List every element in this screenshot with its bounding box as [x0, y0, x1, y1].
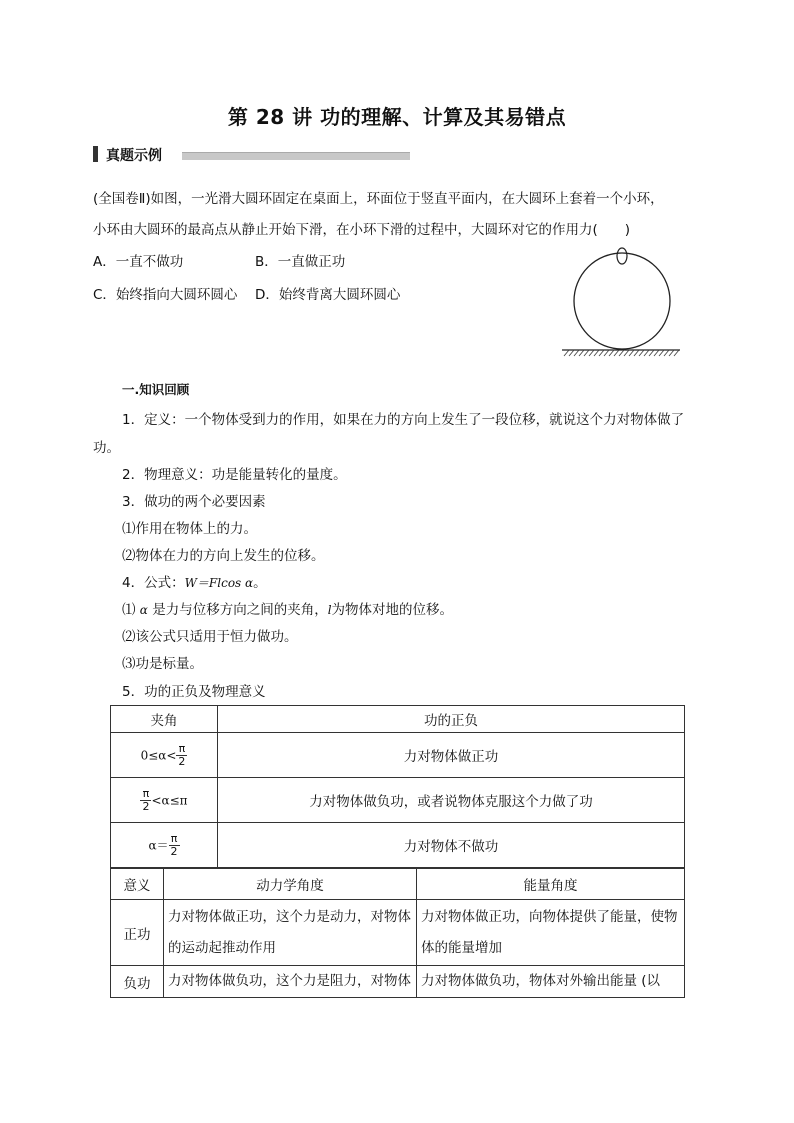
positive-energy: 力对物体做正功，向物体提供了能量，使物体的能量增加	[417, 900, 685, 966]
sign-cell-3: 力对物体不做功	[218, 823, 685, 868]
fraction-num: π	[169, 833, 180, 846]
table-row	[111, 900, 685, 966]
fraction-num: π	[140, 788, 151, 801]
header-angle: 夹角	[111, 706, 218, 733]
fraction-den: 2	[170, 844, 178, 858]
fraction-den: 2	[142, 799, 150, 813]
work-formula: W＝Flcos α	[184, 576, 254, 590]
definition-line-1: 1．定义：一个物体受到力的作用，如果在力的方向上发生了一段位移，就说这个力对物体做了	[122, 412, 685, 428]
fraction	[169, 833, 180, 858]
angle-cell-2	[111, 778, 218, 823]
angle-cell-3	[111, 823, 218, 868]
large-ring	[574, 253, 670, 349]
note-1-index: ⑴	[122, 602, 140, 618]
negative-label: 负功	[111, 966, 164, 998]
table-row	[111, 733, 685, 778]
section-rule	[182, 152, 410, 160]
table-row	[111, 823, 685, 868]
option-d: D．始终背离大圆环圆心	[255, 287, 401, 303]
angle-expr-3: α＝	[148, 838, 169, 852]
formula-prefix: 4．公式：	[122, 575, 185, 591]
angle-cell-1	[111, 733, 218, 778]
note-1-text-a: 是力与位移方向之间的夹角，	[147, 602, 328, 618]
section-marker	[93, 146, 98, 162]
factors-heading: 3．做功的两个必要因素	[122, 494, 266, 510]
fraction-den: 2	[178, 754, 186, 768]
positive-dynamics: 力对物体做正功，这个力是动力，对物体的运动起推动作用	[164, 900, 417, 966]
table-row	[111, 869, 685, 900]
l-symbol: l	[327, 603, 332, 617]
positive-label: 正功	[111, 900, 164, 966]
note-1	[122, 598, 453, 618]
factor-1: ⑴作用在物体上的力。	[122, 521, 257, 537]
section-label: 真题示例	[106, 148, 162, 164]
header-energy: 能量角度	[417, 869, 685, 900]
formula-line	[122, 571, 267, 591]
question-line-2: 小环由大圆环的最高点从静止开始下滑，在小环下滑的过程中，大圆环对它的作用力( )	[93, 222, 631, 238]
note-2: ⑵该公式只适用于恒力做功。	[122, 629, 298, 645]
angle-expr-1: 0≤α<	[140, 748, 177, 762]
negative-dynamics: 力对物体做负功，这个力是阻力，对物体	[164, 966, 417, 998]
table-row	[111, 966, 685, 998]
note-1-text-b: 为物体对地的位移。	[331, 602, 454, 618]
physical-meaning: 2．物理意义：功是能量转化的量度。	[122, 467, 347, 483]
fraction	[140, 788, 151, 813]
fraction-num: π	[176, 743, 187, 756]
header-sign: 功的正负	[218, 706, 685, 733]
option-a: A．一直不做功	[93, 254, 184, 270]
fraction	[176, 743, 187, 768]
sign-cell-1: 力对物体做正功	[218, 733, 685, 778]
small-ring	[617, 248, 627, 264]
note-3: ⑶功是标量。	[122, 656, 203, 672]
definition-line-2: 功。	[93, 440, 120, 456]
meaning-table	[110, 868, 685, 998]
factor-2: ⑵物体在力的方向上发生的位移。	[122, 548, 325, 564]
question-line-1: (全国卷Ⅱ)如图，一光滑大圆环固定在桌面上，环面位于竖直平面内，在大圆环上套着一个小环，	[93, 191, 664, 207]
option-b: B．一直做正功	[255, 254, 346, 270]
table-row	[111, 706, 685, 733]
ring-diagram	[560, 244, 690, 359]
knowledge-heading: 一.知识回顾	[122, 382, 190, 397]
negative-energy: 力对物体做负功，物体对外输出能量 (以	[417, 966, 685, 998]
formula-suffix: 。	[253, 575, 267, 591]
ground-hatching	[564, 350, 679, 356]
angle-sign-table	[110, 705, 685, 868]
table-row	[111, 778, 685, 823]
angle-expr-2: <α≤π	[151, 793, 188, 807]
alpha-symbol: α	[139, 603, 148, 617]
option-c: C．始终指向大圆环圆心	[93, 287, 238, 303]
header-dynamics: 动力学角度	[164, 869, 417, 900]
sign-cell-2: 力对物体做负功，或者说物体克服这个力做了功	[218, 778, 685, 823]
sign-heading: 5．功的正负及物理意义	[122, 684, 266, 700]
header-meaning: 意义	[111, 869, 164, 900]
page-title: 第 28 讲 功的理解、计算及其易错点	[227, 105, 567, 129]
